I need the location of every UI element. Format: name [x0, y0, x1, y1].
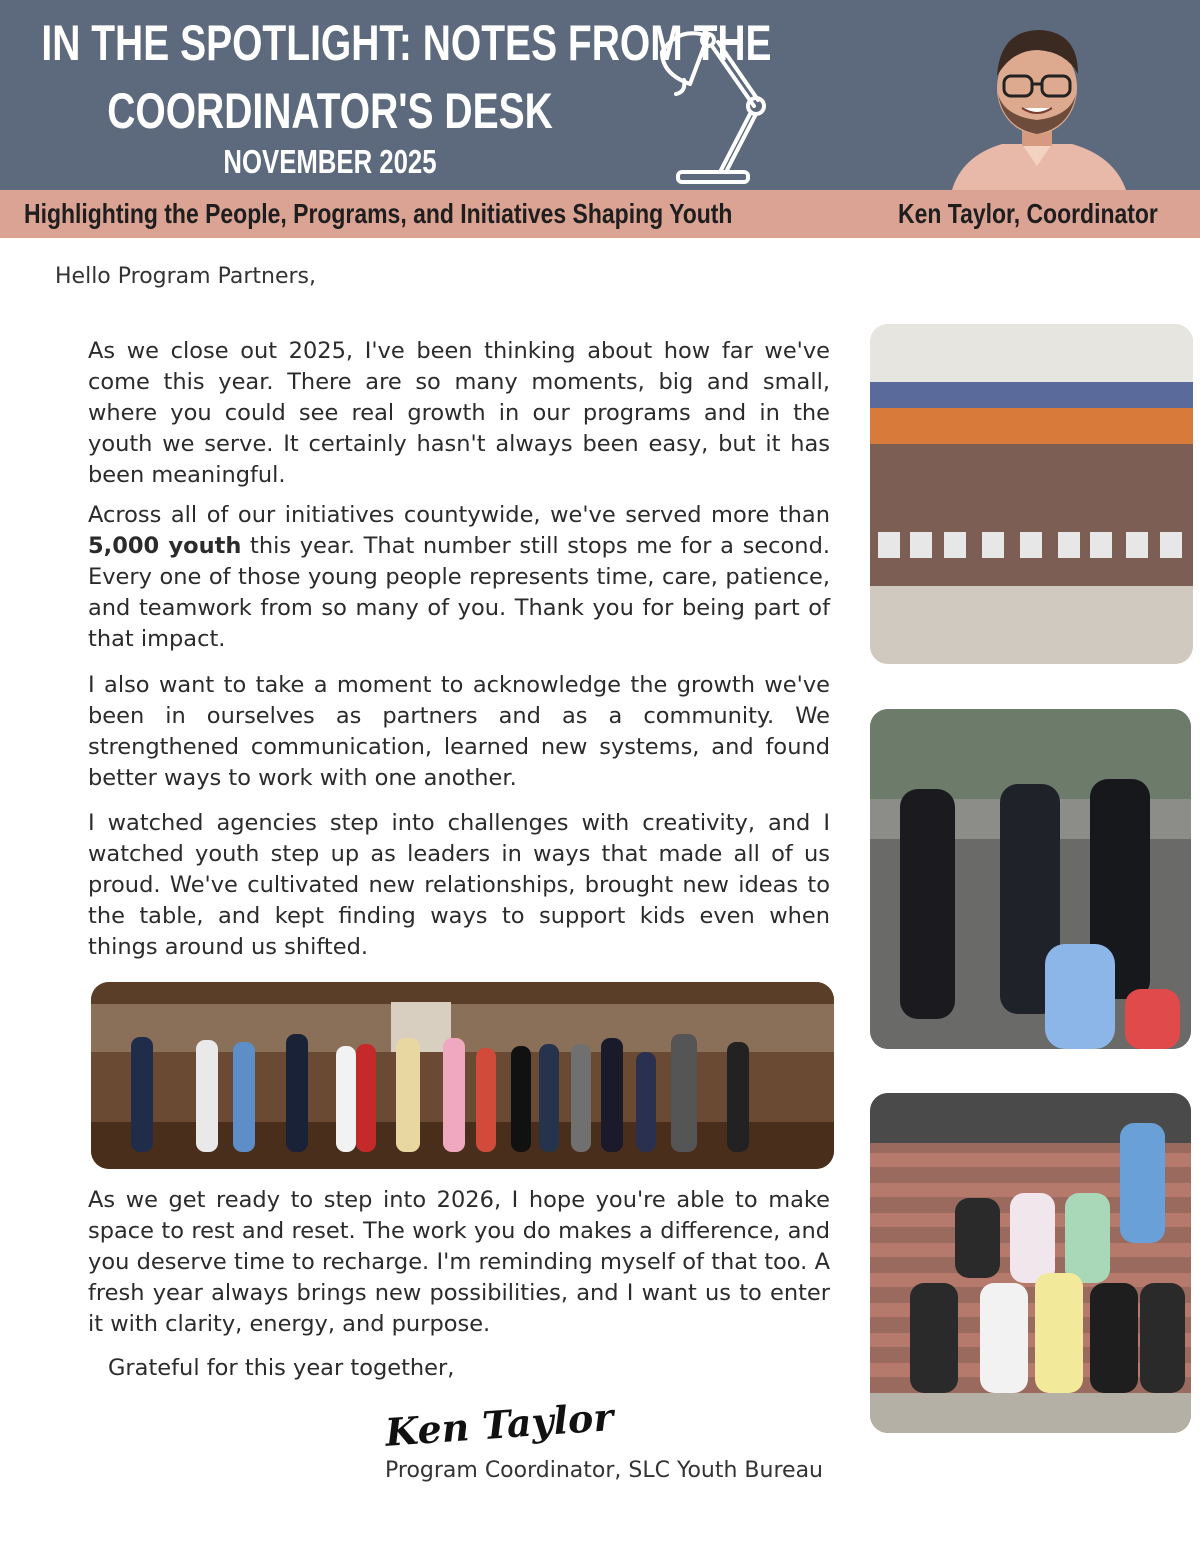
- greeting: Hello Program Partners,: [55, 264, 316, 289]
- tagline: Highlighting the People, Programs, and Initiatives Shaping Youth: [24, 198, 733, 229]
- issue-date: NOVEMBER 2025: [223, 143, 437, 180]
- signature: Ken Taylor: [383, 1394, 615, 1455]
- thank-you-group-photo: [870, 324, 1193, 664]
- paragraph-4: I watched agencies step into challenges with creativity, and I watched youth step up as leaders in ways that made all of us proud. We've cultivated new relationships, brought new ideas to the table, and kept finding ways to support kids even when things around us shifted.: [88, 810, 830, 960]
- paragraph-5: As we get ready to step into 2026, I hope you're able to make space to rest and reset. The work you do makes a difference, and you deserve time to recharge. I'm reminding myself of that too. A fresh year always brings new possibilities, and I want us to enter it with clarity, energy, and purpose.: [88, 1187, 830, 1337]
- youth-count-highlight: 5,000 youth: [88, 533, 242, 559]
- byline: Ken Taylor, Coordinator: [898, 198, 1158, 229]
- walk-event-photo: [870, 709, 1191, 1049]
- paragraph-2-rest: this year. That number still stops me for a second. Every one of those young people represents time, care, patience, and teamwork from so many of you. Thank you for being part of that impact.: [88, 533, 830, 652]
- title-line-1: IN THE SPOTLIGHT: NOTES FROM THE: [41, 15, 772, 71]
- title-line-2: COORDINATOR'S DESK: [107, 83, 553, 139]
- desk-lamp-icon: [650, 22, 780, 187]
- paragraph-3: I also want to take a moment to acknowledge the growth we've been in ourselves as partners and as a community. We strengthened communication, learned new systems, and found better ways to work with one another.: [88, 672, 830, 791]
- signer-title: Program Coordinator, SLC Youth Bureau: [385, 1458, 823, 1483]
- paragraph-1: As we close out 2025, I've been thinking about how far we've come this year. There are so many moments, big and small, where you could see real growth in our programs and in the youth we serve. It certainly hasn't always been easy, but it has been meaningful.: [88, 338, 830, 488]
- group-photo-courtroom: [91, 982, 834, 1169]
- paragraph-2-intro: Across all of our initiatives countywide, we've served more than: [88, 502, 830, 528]
- kids-on-steps-photo: [870, 1093, 1191, 1433]
- subheader-bar: [0, 190, 1200, 238]
- header-banner: [0, 0, 1200, 190]
- coordinator-portrait: [942, 16, 1132, 190]
- paragraph-2: [88, 500, 830, 655]
- closing-line: Grateful for this year together,: [108, 1355, 455, 1381]
